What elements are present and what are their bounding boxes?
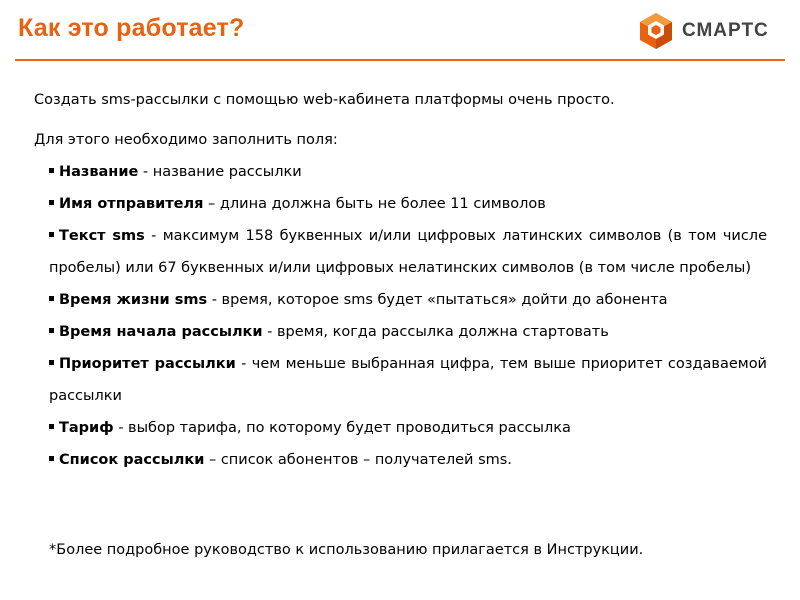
field-term: Время начала рассылки <box>59 324 263 340</box>
field-term: Название <box>59 164 139 180</box>
list-item <box>49 316 767 348</box>
main-content <box>34 84 767 476</box>
field-desc: - название рассылки <box>138 164 302 180</box>
field-desc: - время, которое sms будет «пытаться» дойти до абонента <box>207 292 668 308</box>
bullet-square-icon <box>49 296 54 301</box>
field-desc: - время, когда рассылка должна стартовать <box>262 324 609 340</box>
fields-list <box>34 156 767 476</box>
list-item <box>49 156 767 188</box>
field-desc: - чем меньше выбранная цифра, тем выше приоритет создаваемой рассылки <box>49 356 767 404</box>
bullet-square-icon <box>49 200 54 205</box>
bullet-square-icon <box>49 232 54 237</box>
list-item <box>49 348 767 412</box>
field-desc: - выбор тарифа, по которому будет проводиться рассылка <box>113 420 571 436</box>
field-term: Список рассылки <box>59 452 205 468</box>
field-desc: – список абонентов – получателей sms. <box>204 452 512 468</box>
bullet-square-icon <box>49 168 54 173</box>
bullet-square-icon <box>49 360 54 365</box>
cube-logo-icon <box>638 12 674 50</box>
field-desc: – длина должна быть не более 11 символов <box>203 196 546 212</box>
list-item <box>49 284 767 316</box>
logo-wordmark: СМАРТС <box>682 20 769 41</box>
list-item <box>49 188 767 220</box>
bullet-square-icon <box>49 456 54 461</box>
field-term: Имя отправителя <box>59 196 204 212</box>
footnote: *Более подробное руководство к использованию прилагается в Инструкции. <box>49 542 644 558</box>
title-divider <box>15 59 785 61</box>
bullet-square-icon <box>49 424 54 429</box>
intro-line-1: Создать sms-рассылки с помощью web-кабинета платформы очень просто. <box>34 92 615 108</box>
field-term: Тариф <box>59 420 114 436</box>
page-title: Как это работает? <box>18 14 245 42</box>
smarts-logo <box>638 11 788 51</box>
list-item <box>49 220 767 284</box>
bullet-square-icon <box>49 328 54 333</box>
field-desc: - максимум 158 буквенных и/или цифровых латинских символов (в том числе пробелы) или 67 буквенных и/или цифровых нелатинских символов (в том числе пробелы) <box>49 228 767 276</box>
field-term: Текст sms <box>59 228 145 244</box>
list-item <box>49 412 767 444</box>
intro-line-2: Для этого необходимо заполнить поля: <box>34 132 338 148</box>
list-item <box>49 444 767 476</box>
field-term: Время жизни sms <box>59 292 208 308</box>
field-term: Приоритет рассылки <box>59 356 236 372</box>
